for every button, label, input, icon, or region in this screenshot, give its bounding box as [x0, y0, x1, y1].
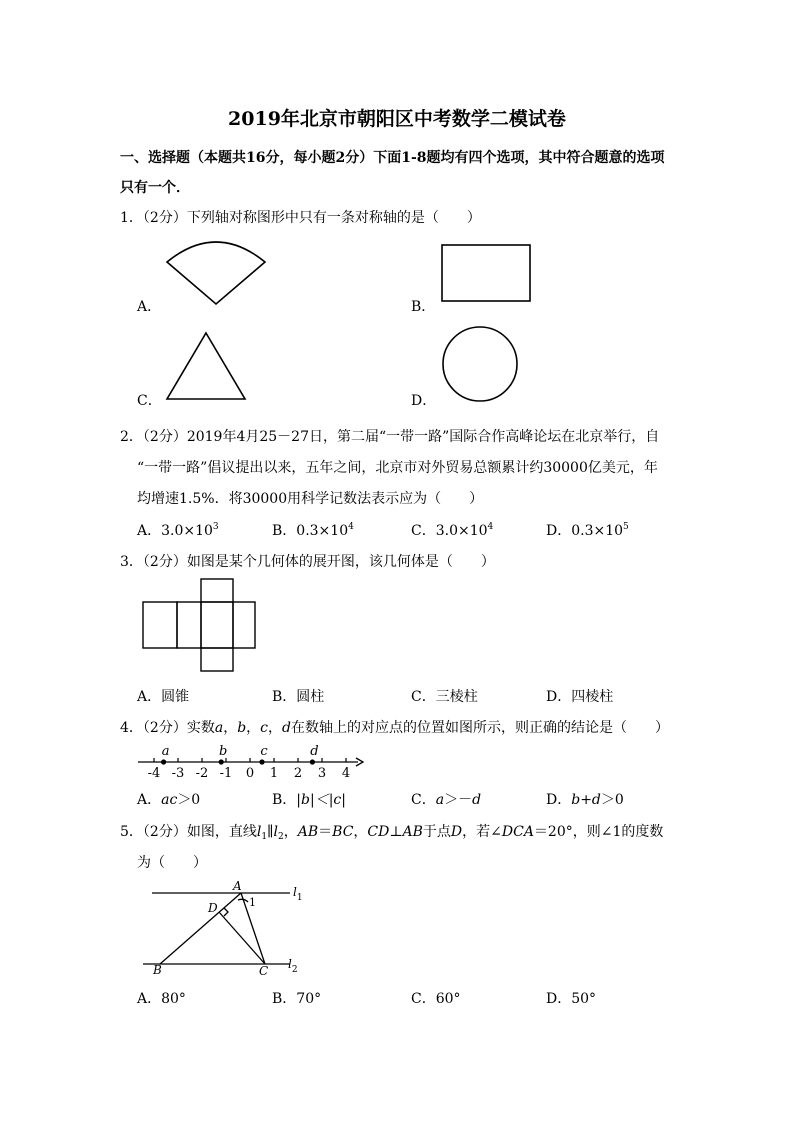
q1-circle-figure [440, 324, 520, 404]
number-line-tick-label: -1 [219, 766, 233, 781]
q5-label-angle-1: 1 [249, 896, 256, 909]
number-line-point-label-c: c [260, 744, 268, 759]
number-line-point-a [161, 759, 166, 764]
q1-triangle-figure [162, 330, 252, 402]
q1-option-a: A． [137, 299, 162, 315]
q4-stem: 4．（2分）实数a，b，c，d在数轴上的对应点的位置如图所示，则正确的结论是（ ） [120, 720, 669, 736]
q5-label-l1: $l_1$ [293, 885, 303, 903]
q3-option-a: A．圆锥 [137, 689, 190, 705]
q1-option-d: D． [411, 393, 437, 409]
q3-net-figure [142, 578, 258, 674]
q5-label-b: B [153, 963, 162, 977]
q5-stem-line1: 5．（2分）如图，直线$l_1\parallel l_2$，AB＝BC，CD⊥AB于点D，若∠DCA＝20°，则∠1的度数 [120, 824, 664, 842]
number-line-tick-label: -2 [195, 766, 209, 781]
number-line-point-label-a: a [161, 744, 170, 759]
q1-sector-figure [160, 232, 272, 308]
number-line-tick-label: -3 [171, 766, 185, 781]
number-line-tick-label: -4 [147, 766, 161, 781]
q1-option-b: B． [411, 299, 436, 315]
number-line-point-d [310, 759, 315, 764]
q3-stem: 3．（2分）如图是某个几何体的展开图，该几何体是（ ） [120, 554, 495, 570]
q2-option-d: D．$0.3\times 10^5$ [546, 522, 629, 539]
q4-option-c: C．a＞－d [411, 792, 482, 808]
q4-option-d: D．b+d＞0 [546, 792, 624, 808]
number-line-tick-label: 4 [341, 766, 351, 781]
q5-option-b: B．70° [272, 991, 322, 1007]
number-line-point-label-b: b [219, 744, 228, 759]
q2-stem-line3: 均增速1.5%．将30000用科学记数法表示应为（ ） [137, 491, 484, 507]
q2-stem-line2: “一带一路”倡议提出以来，五年之间，北京市对外贸易总额累计约30000亿美元，年 [137, 460, 658, 476]
q3-option-c: C．三棱柱 [411, 689, 478, 705]
number-line-tick-label: 0 [245, 766, 255, 781]
section-header-line1: 一、选择题（本题共16分，每小题2分）下面1-8题均有四个选项，其中符合题意的选项 [120, 150, 665, 166]
q2-option-a: A．$3.0\times 10^3$ [137, 522, 219, 539]
q5-option-d: D．50° [546, 991, 597, 1007]
page-title: 2019年北京市朝阳区中考数学二模试卷 [228, 108, 566, 130]
q4-number-line [130, 740, 370, 782]
q2-stem-line1: 2．（2分）2019年4月25－27日，第二届“一带一路”国际合作高峰论坛在北京举行，自 [120, 429, 660, 445]
number-line-tick-label: 3 [317, 766, 327, 781]
q1-stem: 1．（2分）下列轴对称图形中只有一条对称轴的是（ ） [120, 210, 481, 226]
q5-label-d: D [208, 901, 218, 915]
q5-label-a: A [233, 879, 242, 893]
number-line-tick-label: 2 [293, 766, 303, 781]
q5-option-c: C．60° [411, 991, 461, 1007]
q5-label-c: C [259, 964, 269, 978]
q5-geometry-figure [140, 876, 320, 980]
q1-rectangle-figure [440, 243, 532, 303]
q3-option-d: D．四棱柱 [546, 689, 614, 705]
q4-option-b: B．|b|＜|c| [272, 792, 346, 808]
number-line-tick-label: 1 [269, 766, 279, 781]
number-line-point-label-d: d [310, 744, 319, 759]
q2-option-b: B．$0.3\times 10^4$ [272, 522, 354, 539]
number-line-point-c [259, 759, 264, 764]
q5-option-a: A．80° [137, 991, 186, 1007]
q5-label-l2: $l_2$ [288, 957, 298, 975]
q3-option-b: B．圆柱 [272, 689, 325, 705]
section-header-line2: 只有一个． [120, 180, 190, 196]
q4-option-a: A．ac＞0 [137, 792, 201, 808]
q5-stem-line2: 为（ ） [137, 855, 207, 871]
q1-option-c: C． [137, 393, 162, 409]
q2-option-c: C．$3.0\times 10^4$ [411, 522, 494, 539]
number-line-point-b [219, 759, 224, 764]
